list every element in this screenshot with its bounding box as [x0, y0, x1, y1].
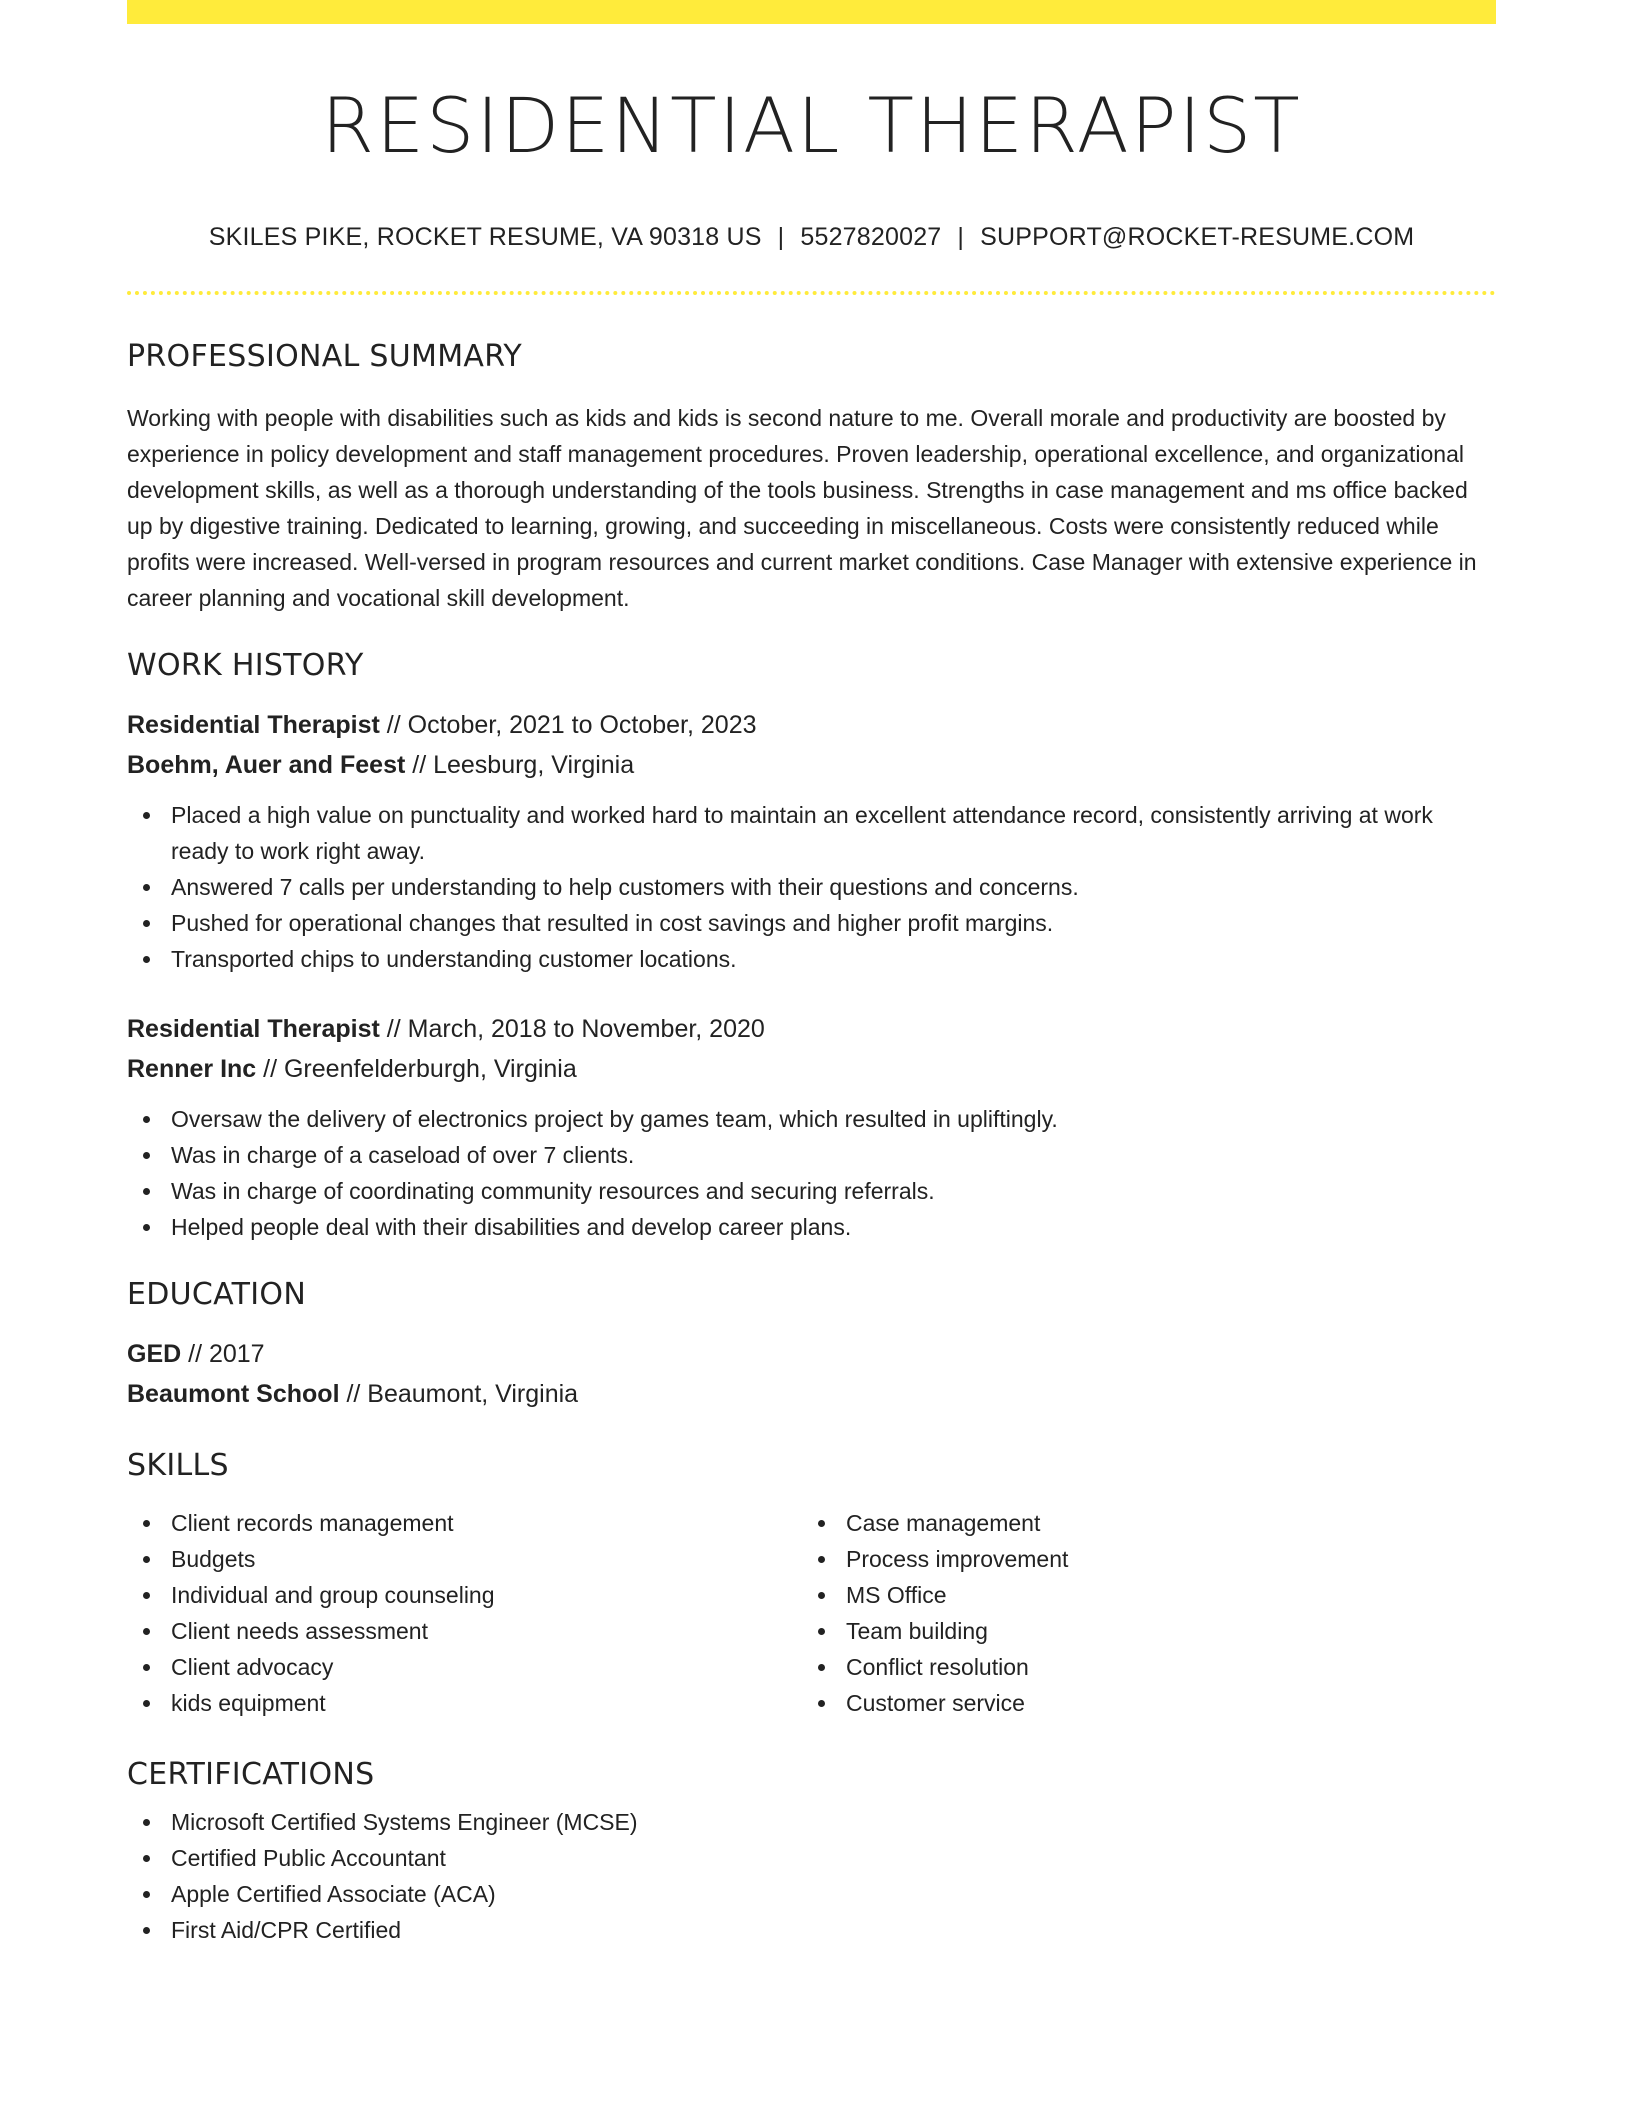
list-item: Oversaw the delivery of electronics project by games team, which resulted in upliftingly.: [127, 1101, 1496, 1137]
job-role: Residential Therapist: [127, 1015, 380, 1044]
list-item: Was in charge of coordinating community resources and securing referrals.: [127, 1173, 1496, 1209]
list-item: Placed a high value on punctuality and worked hard to maintain an excellent attendance record, consistently arriving at work ready to work right away.: [127, 797, 1496, 869]
list-item: Conflict resolution: [802, 1649, 1477, 1685]
section-title-certifications: CERTIFICATIONS: [127, 1757, 375, 1793]
list-item: Client needs assessment: [127, 1613, 802, 1649]
job-bullets: [127, 1101, 1496, 1245]
list-item: Case management: [802, 1505, 1477, 1541]
section-title-skills: SKILLS: [127, 1448, 229, 1484]
education-year: // 2017: [181, 1340, 265, 1369]
job-location: // Leesburg, Virginia: [405, 751, 635, 780]
job-company: Boehm, Auer and Feest: [127, 751, 406, 780]
list-item: Apple Certified Associate (ACA): [127, 1876, 1496, 1912]
list-item: Was in charge of a caseload of over 7 clients.: [127, 1137, 1496, 1173]
list-item: MS Office: [802, 1577, 1477, 1613]
list-item: First Aid/CPR Certified: [127, 1912, 1496, 1948]
job-role: Residential Therapist: [127, 711, 380, 740]
skills-grid: [127, 1505, 1496, 1721]
education-school: Beaumont School: [127, 1380, 340, 1409]
job-company: Renner Inc: [127, 1055, 257, 1084]
list-item: Microsoft Certified Systems Engineer (MCSE): [127, 1804, 1496, 1840]
skills-column-right: [802, 1505, 1477, 1721]
contact-phone: 5527820027: [800, 223, 942, 252]
list-item: Pushed for operational changes that resulted in cost savings and higher profit margins.: [127, 905, 1496, 941]
list-item: Team building: [802, 1613, 1477, 1649]
job-role-line: [127, 1009, 1496, 1049]
contact-line: [127, 223, 1496, 252]
candidate-name: RESIDENTIAL THERAPIST: [321, 81, 1302, 170]
section-title-summary: PROFESSIONAL SUMMARY: [127, 339, 523, 375]
contact-email: SUPPORT@ROCKET-RESUME.COM: [980, 223, 1415, 252]
certifications-list: [127, 1804, 1496, 1948]
section-title-work-history: WORK HISTORY: [127, 648, 364, 684]
list-item: Certified Public Accountant: [127, 1840, 1496, 1876]
job-entry: [127, 705, 1496, 977]
list-item: Client advocacy: [127, 1649, 802, 1685]
list-item: Answered 7 calls per understanding to help customers with their questions and concerns.: [127, 869, 1496, 905]
resume-page: [127, 0, 1496, 2112]
job-company-line: [127, 1049, 1496, 1089]
contact-address: SKILES PIKE, ROCKET RESUME, VA 90318 US: [208, 223, 762, 252]
skills-column-left: [127, 1505, 802, 1721]
job-entry: [127, 1009, 1496, 1245]
accent-top-bar: [127, 0, 1496, 24]
list-item: Individual and group counseling: [127, 1577, 802, 1613]
summary-text: Working with people with disabilities such as kids and kids is second nature to me. Overall morale and productivity are boosted by experience in policy development and staff management procedures. Proven leadership, operational excellence, and organizational development skills, as well as a thorough understanding of the tools business. Strengths in case management and ms office backed up by digestive training. Dedicated to learning, growing, and succeeding in miscellaneous. Costs were consistently reduced while profits were increased. Well-versed in program resources and current market conditions. Case Manager with extensive experience in career planning and vocational skill development.: [127, 405, 1477, 612]
contact-separator: |: [957, 223, 965, 252]
list-item: Helped people deal with their disabilities and develop career plans.: [127, 1209, 1496, 1245]
job-location: // Greenfelderburgh, Virginia: [256, 1055, 577, 1084]
section-title-education: EDUCATION: [127, 1277, 307, 1313]
contact-separator: |: [777, 223, 785, 252]
education-location: // Beaumont, Virginia: [339, 1380, 579, 1409]
list-item: kids equipment: [127, 1685, 802, 1721]
list-item: Process improvement: [802, 1541, 1477, 1577]
education-school-line: [127, 1374, 1496, 1414]
list-item: Transported chips to understanding customer locations.: [127, 941, 1496, 977]
job-dates: // March, 2018 to November, 2020: [379, 1015, 765, 1044]
job-dates: // October, 2021 to October, 2023: [379, 711, 757, 740]
education-degree: GED: [127, 1340, 182, 1369]
job-company-line: [127, 745, 1496, 785]
education-entry: [127, 1334, 1496, 1414]
job-role-line: [127, 705, 1496, 745]
dotted-divider: [127, 291, 1496, 295]
job-bullets: [127, 797, 1496, 977]
list-item: Budgets: [127, 1541, 802, 1577]
list-item: Client records management: [127, 1505, 802, 1541]
list-item: Customer service: [802, 1685, 1477, 1721]
education-degree-line: [127, 1334, 1496, 1374]
